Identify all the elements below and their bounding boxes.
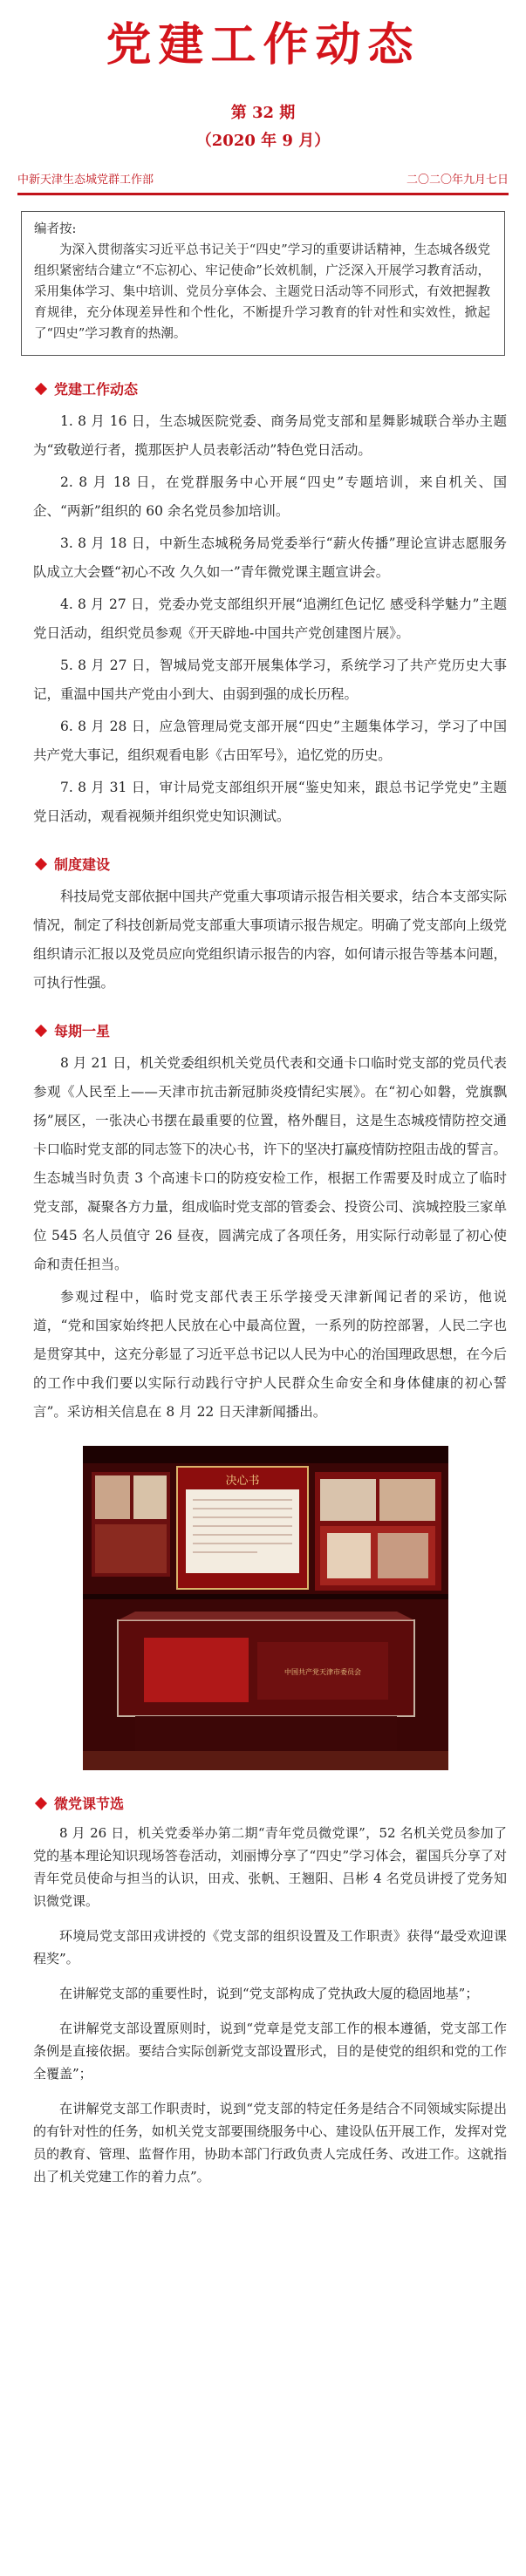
section-work-news	[33, 378, 507, 831]
micro-paragraph: 在讲解党支部工作职责时，说到“党支部的特定任务是结合不同领域实际提出的有针对性的任务，如机关党支部要围绕服务中心、建设队伍开展工作，发挥对党员的教育、管理、监督作用，协助本部门行政负责人完成任务、改进工作。这就指出了机关党建工作的着力点”。	[33, 2101, 507, 2185]
diamond-bullet-icon	[35, 1797, 47, 1809]
section-heading	[33, 1020, 507, 1040]
publish-date: 二〇二〇年九月七日	[406, 174, 509, 187]
issue-number: 第 32 期	[230, 104, 296, 123]
news-item: 7. 8 月 31 日，审计局党支部组织开展“鉴史知来，跟总书记学党史”主题党日活动，观看视频并组织党史知识测试。	[33, 780, 507, 825]
publisher-row	[17, 170, 509, 191]
section-micro-lesson	[33, 1793, 507, 2188]
section-heading-text: 微党课节选	[54, 1796, 125, 1813]
section-heading-text: 每期一星	[54, 1023, 111, 1040]
section-heading	[33, 1793, 507, 1813]
section-heading	[33, 854, 507, 874]
micro-paragraph: 在讲解党支部设置原则时，说到“党章是党支部工作的根本遵循，党支部工作条例是直接依据。要结合实际创新党支部设置形式，目的是使党的组织和党的工作全覆盖”；	[33, 2021, 507, 2082]
micro-paragraph: 环境局党支部田戎讲授的《党支部的组织设置及工作职责》获得“最受欢迎课程奖”。	[33, 1928, 507, 1967]
board-title-text: 决心书	[225, 1475, 260, 1489]
masthead	[0, 0, 526, 151]
star-paragraph: 8 月 21 日，机关党委组织机关党员代表和交通卡口临时党支部的党员代表参观《人民至上——天津市抗击新冠肺炎疫情纪实展》。在“初心如磐，党旗飘扬”展区，一张决心书摆在最重要的位置，格外醒目，这是生态城疫情防控交通卡口临时党支部的同志签下的决心书，许下的坚决打赢疫情防控阻击战的誓言。生态城当时负责 3 个高速卡口的防疫安检工作，根据工作需要及时成立了临时党支部，凝聚各方力量，组成临时党支部的管委会、投资公司、滨城控股三家单位 545 名人员值守 26 昼夜，圆满完成了各项任务，用实际行动彰显了初心使命和责任担当。	[33, 1055, 507, 1273]
micro-paragraph: 8 月 26 日，机关党委举办第二期“青年党员微党课”，52 名机关党员参加了党的基本理论知识现场答卷活动，刘丽博分享了“四史”学习体会，翟国兵分享了对青年党员使命与担当的认识，田戎、张帆、王翘阳、吕彬 4 名党员讲授了党务知识微党课。	[33, 1825, 507, 1910]
section-star	[33, 1020, 507, 1427]
editor-note-label: 编者按:	[34, 222, 77, 237]
editor-note-text: 为深入贯彻落实习近平总书记关于“四史”学习的重要讲话精神，生态城各级党组织紧密结合建立“不忘初心、牢记使命”长效机制，广泛深入开展学习教育活动，采用集体学习、集中培训、党员分享体会、主题党日活动等不同形式，有效把握教育规律，充分体现差异性和个性化，不断提升学习教育的针对性和实效性，掀起了“四史”学习教育的热潮。	[34, 243, 490, 342]
exhibition-photo	[83, 1446, 448, 1770]
publisher-org: 中新天津生态城党群工作部	[17, 174, 154, 187]
news-item: 5. 8 月 27 日，智城局党支部开展集体学习，系统学习了共产党历史大事记，重温中国共产党由小到大、由弱到强的成长历程。	[33, 658, 507, 703]
micro-paragraph: 在讲解党支部的重要性时，说到“党支部构成了党执政大厦的稳固地基”；	[59, 1986, 479, 2002]
news-item: 6. 8 月 28 日，应急管理局党支部开展“四史”主题集体学习，学习了中国共产党大事记，组织观看电影《古田军号》，追忆党的历史。	[33, 719, 507, 764]
exhibit-sign-text: 中国共产党天津市委员会	[284, 1668, 361, 1677]
section-heading-text: 制度建设	[54, 856, 111, 874]
header-divider	[17, 193, 509, 195]
newsletter-title: 党建工作动态	[106, 19, 420, 72]
diamond-bullet-icon	[35, 858, 47, 870]
section-system-building	[33, 854, 507, 998]
news-item: 2. 8 月 18 日，在党群服务中心开展“四史”专题培训，来自机关、国企、“两新”组织的 60 余名党员参加培训。	[33, 474, 507, 520]
editor-note-box	[21, 211, 505, 356]
issue-date: （2020 年 9 月）	[195, 132, 331, 151]
section-heading-text: 党建工作动态	[54, 381, 139, 399]
news-item: 1. 8 月 16 日，生态城医院党委、商务局党支部和星舞影城联合举办主题为“致敬逆行者，揽那医护人员表彰活动”特色党日活动。	[33, 413, 507, 459]
diamond-bullet-icon	[35, 383, 47, 395]
diamond-bullet-icon	[35, 1025, 47, 1037]
section-heading	[33, 378, 507, 399]
star-paragraph: 参观过程中，临时党支部代表王乐学接受天津新闻记者的采访，他说道，“党和国家始终把人民放在心中最高位置，一系列的防控部署，人民二字也是贯穿其中，这充分彰显了习近平总书记以人民为中心的治国理政思想，在今后的工作中我们要以实际行动践行守护人民群众生命安全和身体健康的初心誓言”。采访相关信息在 8 月 22 日天津新闻播出。	[33, 1289, 507, 1421]
news-item: 3. 8 月 18 日，中新生态城税务局党委举行“薪火传播”理论宣讲志愿服务队成立大会暨“初心不改 久久如一”青年微党课主题宣讲会。	[33, 535, 507, 581]
system-paragraph: 科技局党支部依据中国共产党重大事项请示报告相关要求，结合本支部实际情况，制定了科技创新局党支部重大事项请示报告规定。明确了党支部向上级党组织请示汇报以及党员应向党组织请示报告的内容，如何请示报告等基本问题，可执行性强。	[33, 889, 507, 992]
news-item: 4. 8 月 27 日，党委办党支部组织开展“追溯红色记忆 感受科学魅力”主题党日活动，组织党员参观《开天辟地-中国共产党创建图片展》。	[33, 596, 507, 642]
